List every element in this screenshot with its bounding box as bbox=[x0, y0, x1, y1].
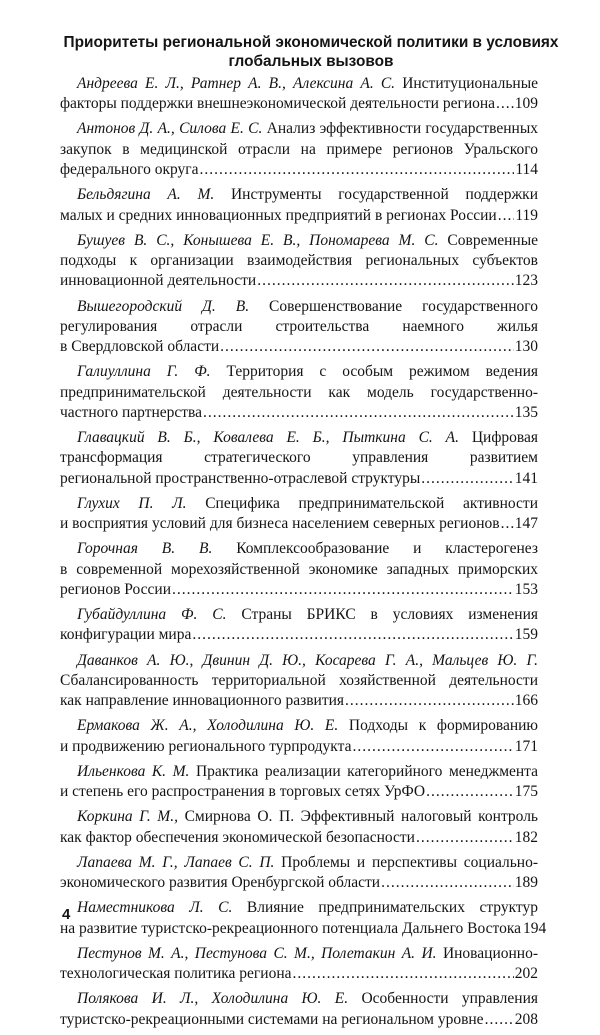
toc-entry-title-part: как направление инновационного развития bbox=[60, 692, 345, 710]
dot-leader bbox=[416, 828, 514, 848]
toc-entry-line bbox=[60, 403, 538, 423]
toc-entry-title-part: экономического развития Оренбургской области bbox=[60, 874, 381, 892]
toc-entry-authors: Ильенкова К. М. bbox=[77, 762, 190, 780]
dot-leader bbox=[381, 873, 514, 893]
toc-entry-title-part: Комплексообразование и кластерогенез bbox=[236, 540, 538, 558]
toc-entry-title-part: Инструменты государственной поддержки bbox=[230, 186, 538, 204]
toc-entry[interactable] bbox=[60, 74, 538, 115]
toc-entry-page: 153 bbox=[514, 580, 538, 598]
toc-entry-text bbox=[77, 763, 538, 780]
toc-entry-text bbox=[60, 318, 538, 335]
dot-leader bbox=[501, 514, 514, 534]
toc-entry-line bbox=[60, 782, 538, 802]
toc-entry-page: 130 bbox=[514, 338, 538, 356]
toc-entry-page: 182 bbox=[514, 828, 538, 846]
toc-entry[interactable] bbox=[60, 428, 538, 489]
toc-entry-text bbox=[77, 854, 538, 871]
toc-entry-authors: Бушуев В. С., Конышева Е. В., Пономарева М. С. bbox=[77, 231, 439, 249]
toc-entry-page: 141 bbox=[514, 469, 538, 487]
toc-entry-authors: Губайдуллина Ф. С. bbox=[77, 606, 227, 624]
toc-entry-text bbox=[60, 691, 344, 711]
toc-entry-first-line bbox=[60, 605, 538, 625]
toc-entry-title-part: Территория с особым режимом ведения bbox=[226, 363, 538, 381]
toc-entry-first-line bbox=[60, 428, 538, 448]
toc-entry-text bbox=[77, 186, 538, 203]
toc-entry-text bbox=[77, 540, 538, 557]
toc-entry-title-part: и восприятия условий для бизнеса населением северных регионов bbox=[60, 515, 500, 533]
toc-entry-first-line bbox=[60, 762, 538, 782]
dot-leader bbox=[293, 964, 514, 984]
toc-entry-text bbox=[77, 990, 538, 1007]
toc-entry-title-part: Совершенствование государственного bbox=[269, 297, 539, 315]
toc-entry-line bbox=[60, 337, 538, 357]
toc-entry-page: 208 bbox=[514, 1010, 538, 1028]
toc-entry-line bbox=[60, 383, 538, 403]
toc-entry-line bbox=[60, 691, 538, 711]
toc-entry-text bbox=[60, 625, 191, 645]
toc-entry-text bbox=[60, 271, 256, 291]
toc-entry-text bbox=[60, 580, 171, 600]
dot-leader bbox=[257, 271, 514, 291]
toc-entry[interactable] bbox=[60, 716, 538, 757]
toc-entry-text bbox=[77, 808, 538, 825]
toc-entry-text bbox=[77, 232, 538, 249]
toc-entry-page: 189 bbox=[514, 874, 538, 892]
toc-entry-title-part: Особенности управления bbox=[361, 990, 538, 1008]
toc-entry-authors: Даванков А. Ю., Двинин Д. Ю., Косарева Г. А., Мальцев Ю. Г. bbox=[77, 651, 538, 669]
toc-entry-title-part: подходы к организации взаимодействия региональных субъектов bbox=[60, 252, 538, 270]
toc-entry-line bbox=[60, 94, 538, 114]
toc-entry-line bbox=[60, 873, 538, 893]
toc-entry-title-part: Цифровая bbox=[471, 429, 538, 447]
toc-entry-text bbox=[60, 672, 538, 689]
toc-entry[interactable] bbox=[60, 989, 538, 1030]
toc-entry-text bbox=[60, 337, 219, 357]
toc-entry-text bbox=[60, 1010, 484, 1030]
toc-entry-text bbox=[77, 75, 538, 92]
toc-entry-page: 202 bbox=[514, 965, 538, 983]
dot-leader bbox=[200, 160, 515, 180]
toc-entry-text bbox=[77, 120, 538, 137]
toc-entry-page: 123 bbox=[514, 272, 538, 290]
toc-entry-page: 171 bbox=[514, 737, 538, 755]
toc-entry[interactable] bbox=[60, 185, 538, 226]
toc-entry-text bbox=[60, 384, 538, 401]
toc-entry-line bbox=[60, 560, 538, 580]
toc-entry-text bbox=[60, 160, 199, 180]
toc-entry-title-part: закупок в медицинской отрасли на примере регионов Уральского bbox=[60, 140, 538, 158]
toc-entry-page: 119 bbox=[515, 206, 538, 224]
toc-entry-authors: Пестунов М. А., Пестунова С. М., Полетакин А. И. bbox=[77, 944, 437, 962]
toc-entry-line bbox=[60, 671, 538, 691]
toc-entry-first-line bbox=[60, 651, 538, 671]
toc-entry-first-line bbox=[60, 944, 538, 964]
toc-entry[interactable] bbox=[60, 944, 538, 985]
toc-entry-text bbox=[77, 298, 538, 315]
dot-leader bbox=[496, 94, 514, 114]
toc-entry-page: 194 bbox=[523, 919, 547, 937]
toc-entry[interactable] bbox=[60, 119, 538, 180]
toc-entry-line bbox=[60, 160, 538, 180]
toc-entry-page: 135 bbox=[514, 403, 538, 421]
toc-entry-title-part: в современной морехозяйственной экономике западных приморских bbox=[60, 560, 538, 578]
toc-entry-page: 166 bbox=[514, 692, 538, 710]
toc-entry-text bbox=[77, 495, 538, 512]
toc-entry-text bbox=[60, 449, 538, 466]
toc-entry-first-line bbox=[60, 362, 538, 382]
toc-entry-text bbox=[60, 206, 497, 226]
toc-entry-title-part: регионов России bbox=[60, 580, 171, 598]
toc-entry[interactable] bbox=[60, 494, 538, 535]
toc-entry-text bbox=[77, 429, 538, 446]
toc-entry-text bbox=[60, 782, 425, 802]
toc-entry-authors: Вышегородский Д. В. bbox=[77, 297, 250, 315]
toc-entry-title-part: Институциональные bbox=[402, 75, 538, 92]
dot-leader bbox=[421, 469, 513, 489]
toc-entry-title-part: Современные bbox=[447, 231, 539, 249]
page-number: 4 bbox=[62, 906, 71, 923]
section-heading bbox=[62, 33, 560, 71]
toc-entry-authors: Коркина Г. М., bbox=[77, 808, 178, 826]
toc-entry-title-part: региональной пространственно-отраслевой структуры bbox=[60, 469, 421, 487]
dot-leader bbox=[352, 737, 513, 757]
toc-entry-title-part: Подходы к формированию bbox=[348, 717, 538, 735]
toc-entry-title-part: технологическая политика региона bbox=[60, 965, 292, 983]
toc-entry-text bbox=[77, 717, 538, 734]
toc-entry-line bbox=[60, 919, 547, 939]
toc-entry-text bbox=[77, 606, 538, 623]
toc-entry-text bbox=[60, 964, 292, 984]
toc-entry-title-part: Проблемы и перспективы социально- bbox=[281, 853, 539, 871]
table-of-contents bbox=[60, 74, 547, 1035]
toc-entry-line bbox=[60, 206, 538, 226]
toc-entry[interactable] bbox=[60, 762, 538, 803]
toc-entry-text bbox=[77, 363, 538, 380]
toc-entry-title-part: туристско-рекреационными системами на региональном уровне bbox=[60, 1010, 484, 1028]
toc-entry-line bbox=[60, 625, 538, 645]
toc-entry[interactable] bbox=[60, 807, 538, 848]
toc-entry-title-part: на развитие туристско-рекреационного потенциала Дальнего Востока bbox=[60, 919, 522, 937]
toc-entry-line bbox=[60, 469, 538, 489]
toc-entry-line bbox=[60, 828, 538, 848]
toc-entry[interactable] bbox=[60, 605, 538, 646]
toc-entry-authors: Андреева Е. Л., Ратнер А. В., Алексина А. С. bbox=[77, 75, 396, 92]
toc-entry-first-line bbox=[60, 716, 538, 736]
toc-entry-title-part: и степень его распространения в торговых сетях УрФО bbox=[60, 783, 426, 801]
toc-entry-authors: Глухих П. Л. bbox=[77, 494, 187, 512]
toc-entry-title-part: Практика реализации категорийного менеджмента bbox=[195, 762, 539, 780]
toc-entry-authors: Полякова И. Л., Холодилина Ю. Е. bbox=[77, 990, 349, 1008]
toc-entry-page: 109 bbox=[514, 95, 538, 113]
toc-entry-text bbox=[60, 252, 538, 269]
toc-entry-title-part: Влияние предпринимательских структур bbox=[246, 899, 538, 917]
toc-entry-title-part: Иновационно- bbox=[442, 944, 539, 962]
toc-entry-authors: Ермакова Ж. А., Холодилина Ю. Е. bbox=[77, 717, 339, 735]
toc-entry-first-line bbox=[60, 297, 538, 317]
toc-entry-line bbox=[60, 964, 538, 984]
toc-entry-first-line bbox=[60, 989, 538, 1009]
toc-entry-title-part: малых и средних инновационных предприятий в регионах России bbox=[60, 206, 497, 224]
toc-entry-first-line bbox=[60, 231, 538, 251]
toc-entry-authors: Антонов Д. А., Силова Е. С. bbox=[77, 120, 263, 138]
dot-leader bbox=[172, 580, 514, 600]
toc-entry-title-part: конфигурации мира bbox=[60, 626, 192, 644]
toc-entry-line bbox=[60, 271, 538, 291]
toc-entry[interactable] bbox=[60, 231, 538, 292]
toc-entry-line bbox=[60, 317, 538, 337]
toc-entry[interactable] bbox=[60, 651, 538, 712]
toc-entry-authors: Лапаева М. Г., Лапаев С. П. bbox=[77, 853, 275, 871]
toc-entry[interactable] bbox=[60, 853, 538, 894]
toc-entry-first-line bbox=[60, 119, 538, 139]
toc-entry-text bbox=[60, 141, 538, 158]
toc-entry-title-part: Сбалансированность территориальной хозяйственной деятельности bbox=[60, 671, 538, 689]
toc-entry-page: 147 bbox=[514, 515, 538, 533]
toc-entry-text bbox=[77, 652, 538, 669]
toc-entry-line bbox=[60, 514, 538, 534]
toc-entry[interactable] bbox=[60, 362, 538, 423]
toc-entry-first-line bbox=[60, 74, 538, 94]
dot-leader bbox=[345, 691, 514, 711]
toc-entry-title-part: Смирнова О. П. Эффективный налоговый контроль bbox=[184, 808, 539, 826]
toc-entry-first-line bbox=[60, 185, 538, 205]
dot-leader bbox=[485, 1010, 514, 1030]
toc-entry-first-line bbox=[60, 539, 538, 559]
toc-entry-line bbox=[60, 1010, 538, 1030]
toc-entry-line bbox=[60, 737, 538, 757]
toc-entry-first-line bbox=[60, 898, 538, 918]
toc-entry-text bbox=[77, 899, 538, 916]
toc-entry-text bbox=[77, 945, 538, 962]
toc-entry-first-line bbox=[60, 494, 538, 514]
toc-entry-text bbox=[60, 561, 538, 578]
section-heading-line-1: Приоритеты региональной экономической политики в условиях bbox=[63, 34, 559, 51]
toc-entry-page: 175 bbox=[514, 783, 538, 801]
toc-entry-title-part: регулирования отрасли строительства наемного жилья bbox=[60, 317, 538, 335]
toc-entry-line bbox=[60, 140, 538, 160]
toc-entry-title-part: Страны БРИКС в условиях изменения bbox=[241, 606, 539, 624]
toc-entry-text bbox=[60, 737, 351, 757]
dot-leader bbox=[220, 337, 514, 357]
toc-entry-authors: Бельдягина А. М. bbox=[77, 186, 215, 204]
toc-entry-authors: Горочная В. В. bbox=[77, 540, 213, 558]
toc-entry-title-part: частного партнерства bbox=[60, 403, 203, 421]
toc-entry-text bbox=[60, 403, 202, 423]
toc-entry-title-part: предпринимательской деятельности как модель государственно- bbox=[60, 383, 538, 401]
toc-entry-title-part: факторы поддержки внешнеэкономической деятельности региона bbox=[60, 95, 496, 113]
toc-entry-title-part: как фактор обеспечения экономической безопасности bbox=[60, 828, 415, 846]
toc-entry-text bbox=[60, 94, 495, 114]
toc-entry-page: 159 bbox=[514, 626, 538, 644]
toc-entry-title-part: в Свердловской области bbox=[60, 338, 220, 356]
toc-entry-title-part: Специфика предпринимательской активности bbox=[205, 494, 539, 512]
toc-entry-first-line bbox=[60, 807, 538, 827]
toc-entry-line bbox=[60, 580, 538, 600]
toc-entry-line bbox=[60, 448, 538, 468]
toc-entry-page: 114 bbox=[515, 161, 538, 179]
toc-entry-first-line bbox=[60, 853, 538, 873]
toc-entry-authors: Главацкий В. Б., Ковалева Е. Б., Пыткина С. А. bbox=[77, 429, 459, 447]
toc-entry-line bbox=[60, 251, 538, 271]
toc-entry-text bbox=[60, 514, 500, 534]
toc-entry-text bbox=[60, 873, 380, 893]
toc-entry-text bbox=[60, 828, 415, 848]
toc-entry-title-part: и продвижению регионального турпродукта bbox=[60, 737, 352, 755]
toc-entry-authors: Наместникова Л. С. bbox=[77, 899, 233, 917]
toc-entry-title-part: Анализ эффективности государственных bbox=[266, 120, 538, 138]
toc-entry-title-part: федерального округа bbox=[60, 161, 199, 179]
dot-leader bbox=[426, 782, 514, 802]
dot-leader bbox=[498, 206, 515, 226]
dot-leader bbox=[192, 625, 513, 645]
toc-entry-text bbox=[60, 919, 521, 939]
toc-entry[interactable] bbox=[60, 898, 547, 939]
toc-entry-title-part: инновационной деятельности bbox=[60, 272, 257, 290]
toc-entry-text bbox=[60, 469, 420, 489]
toc-entry[interactable] bbox=[60, 539, 538, 600]
dot-leader bbox=[203, 403, 514, 423]
section-heading-line-2: глобальных вызовов bbox=[228, 53, 394, 70]
toc-entry-authors: Галиуллина Г. Ф. bbox=[77, 363, 211, 381]
toc-entry[interactable] bbox=[60, 297, 538, 358]
toc-entry-title-part: трансформация стратегического управления развитием bbox=[60, 449, 538, 467]
